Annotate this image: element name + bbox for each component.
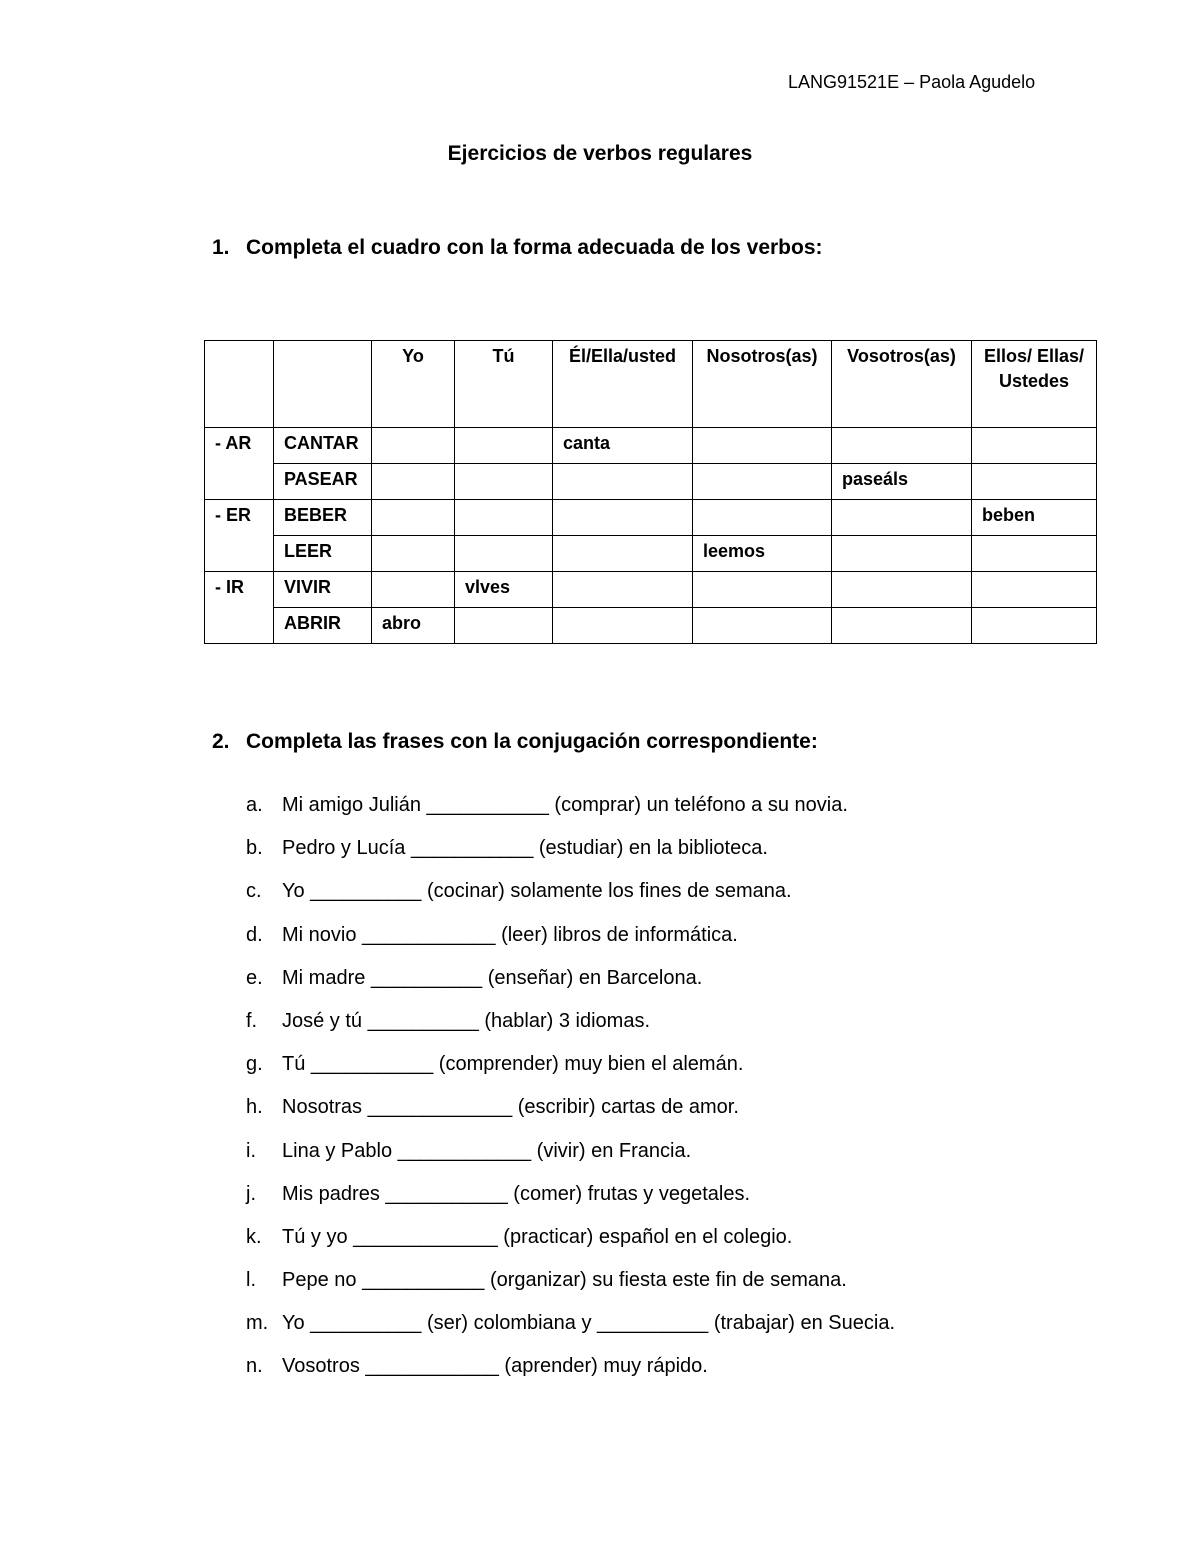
table-row — [205, 572, 1097, 608]
item-letter: d. — [246, 923, 263, 946]
answer-cell-el[interactable] — [553, 536, 693, 572]
answer-cell-yo[interactable] — [372, 464, 455, 500]
list-item — [246, 1353, 895, 1396]
list-item — [246, 1094, 895, 1137]
answer-cell-ellos[interactable] — [972, 428, 1097, 464]
table-row — [205, 464, 1097, 500]
answer-cell-yo[interactable]: abro — [372, 608, 455, 644]
list-item — [246, 922, 895, 965]
list-item — [246, 1181, 895, 1224]
document-title: Ejercicios de verbos regulares — [447, 142, 753, 165]
answer-cell-vosotros[interactable] — [832, 608, 972, 644]
item-sentence: Vosotros ____________ (aprender) muy rápido. — [282, 1355, 708, 1378]
table-row — [205, 608, 1097, 644]
table-row — [205, 500, 1097, 536]
answer-cell-vosotros[interactable]: paseáls — [832, 464, 972, 500]
verb-cell: BEBER — [274, 500, 372, 536]
answer-cell-ellos[interactable] — [972, 536, 1097, 572]
section-2-number: 2. — [212, 730, 230, 753]
answer-cell-ellos[interactable]: beben — [972, 500, 1097, 536]
list-item — [246, 965, 895, 1008]
item-letter: j. — [246, 1182, 256, 1205]
exercise-sentence-list — [246, 792, 895, 1397]
list-item — [246, 1138, 895, 1181]
answer-cell-el[interactable] — [553, 464, 693, 500]
item-letter: i. — [246, 1139, 256, 1162]
answer-cell-yo[interactable] — [372, 572, 455, 608]
answer-cell-el[interactable] — [553, 572, 693, 608]
answer-cell-el[interactable] — [553, 608, 693, 644]
header-cell-yo: Yo — [372, 341, 455, 428]
answer-cell-vosotros[interactable] — [832, 536, 972, 572]
item-sentence: Tú y yo _____________ (practicar) español en el colegio. — [282, 1225, 793, 1248]
table-header-row — [205, 341, 1097, 428]
answer-cell-nosotros[interactable] — [693, 428, 832, 464]
item-sentence: Pedro y Lucía ___________ (estudiar) en la biblioteca. — [282, 837, 768, 860]
header-cell-nosotros: Nosotros(as) — [693, 341, 832, 428]
list-item — [246, 1267, 895, 1310]
item-letter: b. — [246, 837, 263, 860]
table-row — [205, 536, 1097, 572]
list-item — [246, 792, 895, 835]
item-letter: l. — [246, 1269, 256, 1292]
section-1-number: 1. — [212, 236, 230, 259]
answer-cell-vosotros[interactable] — [832, 500, 972, 536]
verb-conjugation-table — [204, 340, 1097, 644]
ending-cell-ar: - AR — [205, 428, 274, 500]
item-sentence: Pepe no ___________ (organizar) su fiesta este fin de semana. — [282, 1269, 847, 1292]
verb-cell: CANTAR — [274, 428, 372, 464]
header-course-author: LANG91521E – Paola Agudelo — [788, 72, 1036, 92]
header-cell-el-ella-usted: Él/Ella/usted — [553, 341, 693, 428]
answer-cell-ellos[interactable] — [972, 608, 1097, 644]
answer-cell-tu[interactable] — [455, 608, 553, 644]
item-letter: c. — [246, 880, 262, 903]
header-cell-ellos-ellas-ustedes: Ellos/ Ellas/ Ustedes — [972, 341, 1097, 428]
item-sentence: Mi madre __________ (enseñar) en Barcelona. — [282, 966, 703, 989]
header-cell-ending — [205, 341, 274, 428]
section-2-heading — [212, 730, 818, 754]
item-letter: g. — [246, 1053, 263, 1076]
answer-cell-el[interactable]: canta — [553, 428, 693, 464]
answer-cell-tu[interactable] — [455, 464, 553, 500]
item-sentence: Yo __________ (cocinar) solamente los fines de semana. — [282, 880, 792, 903]
answer-cell-vosotros[interactable] — [832, 428, 972, 464]
item-letter: a. — [246, 794, 263, 816]
answer-cell-yo[interactable] — [372, 536, 455, 572]
answer-cell-tu[interactable] — [455, 536, 553, 572]
answer-cell-tu[interactable]: vlves — [455, 572, 553, 608]
item-letter: k. — [246, 1225, 262, 1248]
item-letter: f. — [246, 1009, 258, 1032]
item-sentence: Mi novio ____________ (leer) libros de informática. — [282, 923, 738, 946]
header-cell-verb — [274, 341, 372, 428]
list-item — [246, 1310, 895, 1353]
item-letter: e. — [246, 966, 263, 989]
section-1-heading — [212, 236, 823, 260]
answer-cell-vosotros[interactable] — [832, 572, 972, 608]
section-1-instruction: Completa el cuadro con la forma adecuada de los verbos: — [246, 236, 823, 259]
list-item — [246, 1224, 895, 1267]
list-item — [246, 1008, 895, 1051]
list-item — [246, 878, 895, 921]
list-item — [246, 835, 895, 878]
answer-cell-nosotros[interactable]: leemos — [693, 536, 832, 572]
answer-cell-ellos[interactable] — [972, 464, 1097, 500]
item-sentence: Nosotras _____________ (escribir) cartas de amor. — [282, 1096, 739, 1119]
answer-cell-nosotros[interactable] — [693, 500, 832, 536]
item-letter: h. — [246, 1096, 263, 1119]
answer-cell-el[interactable] — [553, 500, 693, 536]
list-item — [246, 1051, 895, 1094]
answer-cell-nosotros[interactable] — [693, 608, 832, 644]
item-sentence: Mis padres ___________ (comer) frutas y vegetales. — [282, 1182, 751, 1205]
answer-cell-tu[interactable] — [455, 500, 553, 536]
answer-cell-nosotros[interactable] — [693, 572, 832, 608]
item-sentence: Mi amigo Julián ___________ (comprar) un teléfono a su novia. — [282, 794, 848, 816]
verb-cell: LEER — [274, 536, 372, 572]
item-sentence: Lina y Pablo ____________ (vivir) en Francia. — [282, 1139, 692, 1162]
answer-cell-tu[interactable] — [455, 428, 553, 464]
verb-cell: PASEAR — [274, 464, 372, 500]
ending-cell-ir: - IR — [205, 572, 274, 644]
section-2-instruction: Completa las frases con la conjugación correspondiente: — [246, 730, 818, 753]
answer-cell-yo[interactable] — [372, 428, 455, 464]
answer-cell-ellos[interactable] — [972, 572, 1097, 608]
table-row — [205, 428, 1097, 464]
verb-cell: VIVIR — [274, 572, 372, 608]
item-letter: m. — [246, 1312, 269, 1335]
ending-cell-er: - ER — [205, 500, 274, 572]
item-letter: n. — [246, 1355, 263, 1378]
item-sentence: José y tú __________ (hablar) 3 idiomas. — [282, 1009, 651, 1032]
header-cell-tu: Tú — [455, 341, 553, 428]
answer-cell-nosotros[interactable] — [693, 464, 832, 500]
item-sentence: Tú ___________ (comprender) muy bien el alemán. — [282, 1053, 744, 1076]
item-sentence: Yo __________ (ser) colombiana y __________ (trabajar) en Suecia. — [282, 1312, 896, 1335]
verb-cell: ABRIR — [274, 608, 372, 644]
answer-cell-yo[interactable] — [372, 500, 455, 536]
header-cell-vosotros: Vosotros(as) — [832, 341, 972, 428]
